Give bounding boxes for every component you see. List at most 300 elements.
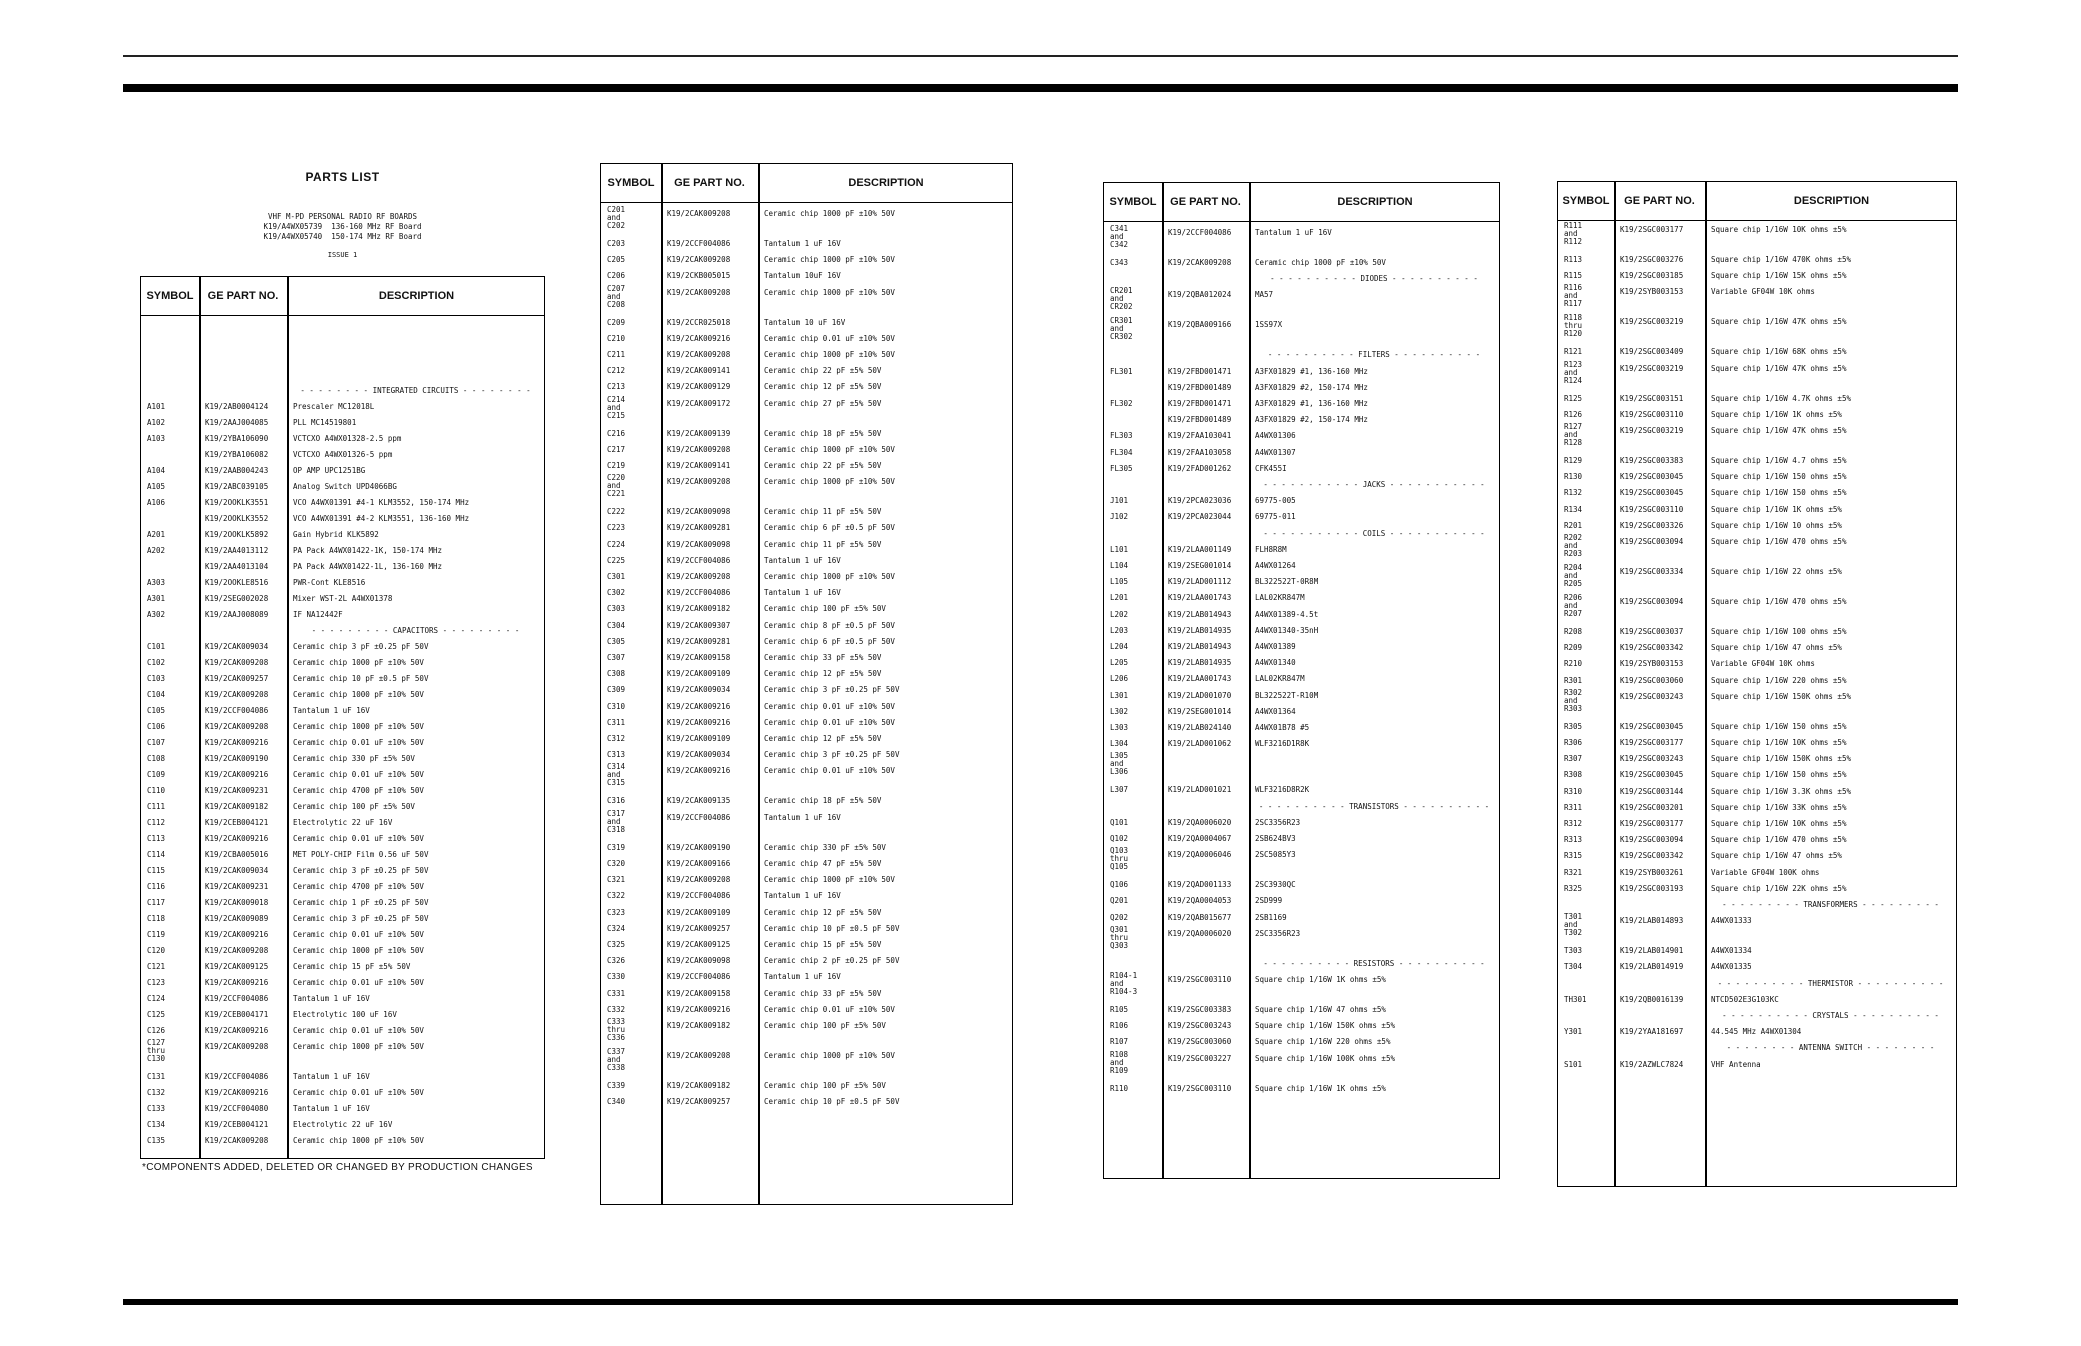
cell-part-no: K19/2CAK009208 xyxy=(667,255,731,265)
cell-part-no: K19/2CAK009208 xyxy=(667,1050,731,1060)
table-row xyxy=(1104,623,1499,639)
cell-part-no: K19/2CAK009208 xyxy=(667,875,731,885)
table-row xyxy=(1104,509,1499,525)
cell-symbol: C131 xyxy=(147,1072,166,1081)
cell-symbol: C124 xyxy=(147,994,166,1003)
header-symbol: SYMBOL xyxy=(607,177,655,189)
cell-part-no: K19/2FAA103058 xyxy=(1168,447,1232,457)
cell-symbol: A303 xyxy=(147,578,166,587)
cell-description: WLF3216D1R8K xyxy=(1255,739,1310,749)
parts-table-4 xyxy=(1557,181,1957,1187)
cell-description: A4WX01334 xyxy=(1711,946,1752,956)
cell-symbol: R118 thru R120 xyxy=(1564,313,1583,339)
table-row xyxy=(141,1085,544,1101)
cell-symbol: Y301 xyxy=(1564,1027,1583,1037)
cell-symbol: T304 xyxy=(1564,962,1583,972)
cell-part-no: K19/2CCF004086 xyxy=(667,239,731,248)
table-row xyxy=(1558,832,1956,848)
table-row xyxy=(601,682,1012,698)
cell-part-no: K19/2SGC003060 xyxy=(1620,675,1684,685)
table-row xyxy=(601,872,1012,888)
cell-part-no: K19/2CAK009158 xyxy=(667,653,731,663)
cell-description: Electrolytic 22 uF 16V xyxy=(293,818,393,827)
cell-part-no: K19/2CAK009216 xyxy=(205,1088,269,1097)
cell-symbol: C343 xyxy=(1110,258,1129,267)
cell-part-no: K19/2CAK009208 xyxy=(667,572,731,582)
cell-symbol: Q101 xyxy=(1110,817,1129,827)
cell-symbol: C225 xyxy=(607,555,626,565)
table-row xyxy=(141,1023,544,1039)
cell-symbol: C337 and C338 xyxy=(607,1046,626,1072)
cell-part-no: K19/2LAB014901 xyxy=(1620,946,1684,956)
cell-symbol: T303 xyxy=(1564,946,1583,956)
cell-symbol: C132 xyxy=(147,1088,166,1097)
cell-description: Ceramic chip 0.01 uF ±10% 50V xyxy=(764,717,895,727)
cell-description: Square chip 1/16W 220 ohms ±5% xyxy=(1255,1037,1391,1047)
cell-part-no: K19/2OOKLK3552 xyxy=(205,514,269,523)
table-row xyxy=(1104,396,1499,412)
table-row xyxy=(141,799,544,815)
table-row xyxy=(141,543,544,559)
table-row xyxy=(1104,877,1499,893)
cell-description: Ceramic chip 11 pF ±5% 50V xyxy=(764,539,882,549)
cell-description: Square chip 1/16W 1K ohms ±5% xyxy=(1711,504,1842,514)
cell-symbol: L301 xyxy=(1110,690,1129,700)
cell-part-no: K19/2CAK009190 xyxy=(667,842,731,852)
cell-description xyxy=(1249,752,1499,782)
parts-table-2 xyxy=(600,163,1013,1205)
cell-symbol: CR201 and CR202 xyxy=(1110,286,1133,312)
cell-description: FLH8R8M xyxy=(1255,544,1287,554)
table-row xyxy=(601,840,1012,856)
cell-part-no: K19/2SGC003037 xyxy=(1620,627,1684,637)
cell-description: Ceramic chip 27 pF ±5% 50V xyxy=(764,398,882,408)
cell-description: Square chip 1/16W 1K ohms ±5% xyxy=(1255,1083,1386,1093)
cell-symbol: C220 and C221 xyxy=(607,473,626,499)
cell-symbol: C222 xyxy=(607,507,626,517)
cell-part-no: K19/2CAK009208 xyxy=(205,946,269,955)
cell-part-no: K19/2SGC003409 xyxy=(1620,347,1684,357)
table-row xyxy=(1558,959,1956,975)
table-row xyxy=(141,575,544,591)
cell-part-no: K19/2SGC003110 xyxy=(1168,1083,1232,1093)
cell-symbol: Q106 xyxy=(1110,880,1129,890)
cell-symbol: C224 xyxy=(607,539,626,549)
cell-symbol: L302 xyxy=(1110,706,1129,716)
cell-description: A4WX01335 xyxy=(1711,962,1752,972)
table-row xyxy=(141,591,544,607)
table-row xyxy=(1558,1057,1956,1073)
bottom-rule xyxy=(123,1299,1958,1305)
header-description: DESCRIPTION xyxy=(378,290,455,302)
cell-description: Square chip 1/16W 100 ohms ±5% xyxy=(1711,627,1847,637)
cell-description: 2SC3930QC xyxy=(1255,880,1296,890)
cell-description: A4WX01340-35nH xyxy=(1255,625,1319,635)
cell-part-no: K19/2QBA009166 xyxy=(1168,320,1232,330)
cell-part-no: K19/2SGC003326 xyxy=(1620,520,1684,530)
cell-part-no: K19/2SGC003342 xyxy=(1620,851,1684,861)
table-row xyxy=(141,719,544,735)
cell-symbol: C216 xyxy=(607,428,626,438)
header-symbol: SYMBOL xyxy=(1562,195,1610,207)
cell-symbol xyxy=(1104,380,1162,396)
cell-symbol: A103 xyxy=(147,434,166,443)
cell-symbol: R125 xyxy=(1564,393,1583,403)
cell-part-no: K19/2CAK009216 xyxy=(205,1026,269,1035)
table-body xyxy=(1558,222,1956,1073)
section-heading: - - - - - - - - INTEGRATED CIRCUITS - - - - - - - - xyxy=(300,386,531,395)
table-row xyxy=(601,236,1012,252)
cell-description: 69775-005 xyxy=(1255,496,1296,506)
section-heading: - - - - - - - - ANTENNA SWITCH - - - - - - - - xyxy=(1726,1043,1935,1053)
cell-symbol: R210 xyxy=(1564,659,1583,669)
table-row xyxy=(1558,252,1956,268)
cell-description: A4WX01389 xyxy=(1255,642,1296,651)
cell-symbol: L105 xyxy=(1110,577,1129,587)
cell-symbol: CR301 and CR302 xyxy=(1110,316,1133,342)
cell-part-no: K19/2CAK009208 xyxy=(205,722,269,731)
section-heading: - - - - - - - - - - CRYSTALS - - - - - - - - - - xyxy=(1722,1011,1939,1021)
cell-symbol: R311 xyxy=(1564,802,1583,812)
table-row xyxy=(1558,640,1956,656)
cell-part-no: K19/2SGC003110 xyxy=(1620,504,1684,514)
cell-part-no: K19/2LAD001021 xyxy=(1168,785,1232,795)
table-row xyxy=(1104,287,1499,317)
cell-part-no: K19/2SGC003219 xyxy=(1620,426,1684,436)
table-row xyxy=(1104,1034,1499,1050)
cell-description: Ceramic chip 1000 pF ±10% 50V xyxy=(764,477,895,487)
cell-description: Ceramic chip 0.01 uF ±10% 50V xyxy=(293,1026,424,1035)
cell-symbol: R208 xyxy=(1564,627,1583,637)
cell-description: Tantalum 1 uF 16V xyxy=(764,555,841,565)
cell-description: Ceramic chip 1000 pF ±10% 50V xyxy=(293,946,424,955)
cell-part-no: K19/2AB0004124 xyxy=(205,402,269,411)
cell-symbol: C307 xyxy=(607,653,626,663)
cell-description: Square chip 1/16W 150 ohms ±5% xyxy=(1711,770,1847,780)
table-row xyxy=(1558,534,1956,564)
cell-part-no: K19/2SGC003094 xyxy=(1620,835,1684,845)
cell-part-no: K19/2FAD001262 xyxy=(1168,463,1232,473)
table-row xyxy=(1104,558,1499,574)
table-row xyxy=(1104,655,1499,671)
cell-description: Ceramic chip 33 pF ±5% 50V xyxy=(764,988,882,998)
table-row xyxy=(601,585,1012,601)
table-body xyxy=(141,349,544,1149)
cell-part-no: K19/2CCF004086 xyxy=(205,994,269,1003)
table-row xyxy=(1558,361,1956,391)
cell-description: Ceramic chip 12 pF ±5% 50V xyxy=(764,382,882,392)
table-row xyxy=(1104,364,1499,380)
cell-symbol: FL303 xyxy=(1110,431,1133,441)
table-row xyxy=(601,331,1012,347)
cell-part-no: K19/2PCA023044 xyxy=(1168,512,1232,522)
table-row xyxy=(1104,574,1499,590)
cell-part-no: K19/2CAK009208 xyxy=(667,444,731,454)
cell-symbol: R315 xyxy=(1564,851,1583,861)
table-row xyxy=(601,379,1012,395)
cell-part-no: K19/2QA0006046 xyxy=(1168,850,1232,860)
cell-description: VHF Antenna xyxy=(1711,1059,1761,1069)
cell-part-no: K19/2QBA012024 xyxy=(1168,290,1232,300)
cell-description: Square chip 1/16W 10K ohms ±5% xyxy=(1711,738,1847,748)
cell-description: 1SS97X xyxy=(1255,320,1283,330)
table-row xyxy=(1558,1024,1956,1040)
cell-description: Tantalum 1 uF 16V xyxy=(293,1104,370,1113)
table-header xyxy=(1558,182,1956,221)
cell-description: Square chip 1/16W 470 ohms ±5% xyxy=(1711,597,1847,607)
cell-part-no: K19/2YAA181697 xyxy=(1620,1027,1684,1037)
cell-symbol: L206 xyxy=(1110,674,1129,684)
table-row xyxy=(1104,782,1499,798)
cell-symbol: C120 xyxy=(147,946,166,955)
cell-description: Ceramic chip 330 pF ±5% 50V xyxy=(764,842,886,852)
cell-description: Ceramic chip 100 pF ±5% 50V xyxy=(293,802,415,811)
cell-symbol: A302 xyxy=(147,610,166,619)
table-row xyxy=(601,285,1012,315)
table-row xyxy=(141,703,544,719)
cell-symbol: C206 xyxy=(607,271,626,281)
cell-description: Ceramic chip 1000 pF ±10% 50V xyxy=(1255,258,1386,267)
cell-part-no: K19/2CAK009216 xyxy=(205,834,269,843)
cell-description: Ceramic chip 0.01 uF ±10% 50V xyxy=(293,930,424,939)
cell-part-no: K19/2CAK009182 xyxy=(667,1020,731,1030)
cell-part-no: K19/2AAB004243 xyxy=(205,466,269,475)
cell-part-no: K19/2CAK009208 xyxy=(667,287,731,297)
cell-symbol: R127 and R128 xyxy=(1564,422,1583,448)
cell-description: Square chip 1/16W 68K ohms ±5% xyxy=(1711,347,1847,357)
cell-part-no: K19/2FBD001471 xyxy=(1168,398,1232,408)
cell-part-no: K19/2CAK009109 xyxy=(667,669,731,679)
cell-symbol: R307 xyxy=(1564,754,1583,764)
cell-symbol: R104-1 and R104-3 xyxy=(1110,971,1138,997)
cell-symbol: R113 xyxy=(1564,255,1583,264)
cell-part-no: K19/2LAD001112 xyxy=(1168,577,1232,587)
parts-table-3 xyxy=(1103,182,1500,1179)
cell-description: Ceramic chip 0.01 uF ±10% 50V xyxy=(293,1088,424,1097)
cell-description: Square chip 1/16W 1K ohms ±5% xyxy=(1711,409,1842,419)
cell-symbol: C118 xyxy=(147,914,166,923)
table-row xyxy=(601,396,1012,426)
table-row xyxy=(1558,751,1956,767)
cell-symbol xyxy=(141,559,199,575)
cell-symbol: C116 xyxy=(147,882,166,891)
cell-description: Square chip 1/16W 47 ohms ±5% xyxy=(1255,1005,1386,1015)
cell-symbol: C223 xyxy=(607,523,626,533)
cell-part-no: K19/2QA0004053 xyxy=(1168,896,1232,906)
cell-part-no: K19/2SGC003110 xyxy=(1620,409,1684,419)
table-row xyxy=(601,666,1012,682)
cell-symbol: R111 and R112 xyxy=(1564,221,1583,246)
cell-symbol: Q102 xyxy=(1110,834,1129,844)
table-row xyxy=(1104,688,1499,704)
table-row xyxy=(141,511,544,527)
table-row xyxy=(601,474,1012,504)
cell-symbol: L205 xyxy=(1110,658,1129,668)
cell-symbol: C331 xyxy=(607,988,626,998)
cell-description: Ceramic chip 100 pF ±5% 50V xyxy=(764,604,886,614)
cell-description: Ceramic chip 1000 pF ±10% 50V xyxy=(764,1050,895,1060)
cell-symbol: C319 xyxy=(607,842,626,852)
cell-symbol: A201 xyxy=(147,530,166,539)
table-row xyxy=(1558,284,1956,314)
cell-part-no: K19/2SEG001014 xyxy=(1168,706,1232,716)
cell-part-no: K19/2CAK009208 xyxy=(667,350,731,360)
cell-symbol: C333 thru C336 xyxy=(607,1016,626,1042)
cell-symbol: R126 xyxy=(1564,409,1583,419)
table-row xyxy=(141,655,544,671)
cell-symbol: C217 xyxy=(607,444,626,454)
cell-symbol: C310 xyxy=(607,701,626,711)
cell-description: 2SC5085Y3 xyxy=(1255,850,1296,860)
cell-symbol: C101 xyxy=(147,642,166,651)
cell-symbol: C302 xyxy=(607,588,626,598)
cell-symbol: C322 xyxy=(607,891,626,901)
table-row xyxy=(1104,461,1499,477)
cell-description: Square chip 1/16W 33K ohms ±5% xyxy=(1711,802,1847,812)
section-heading: - - - - - - - - - CAPACITORS - - - - - - - - - xyxy=(311,626,520,635)
cell-description: Square chip 1/16W 47K ohms ±5% xyxy=(1711,426,1847,436)
cell-symbol: R123 and R124 xyxy=(1564,359,1583,385)
table-row xyxy=(1104,607,1499,623)
table-row xyxy=(141,863,544,879)
cell-symbol: L303 xyxy=(1110,723,1129,733)
cell-description: Square chip 1/16W 470K ohms ±5% xyxy=(1711,255,1851,264)
cell-symbol: R115 xyxy=(1564,271,1583,281)
cell-description: Ceramic chip 0.01 uF ±10% 50V xyxy=(764,701,895,711)
cell-description: Ceramic chip 0.01 uF ±10% 50V xyxy=(293,834,424,843)
cell-description: Square chip 1/16W 150K ohms ±5% xyxy=(1711,691,1851,701)
cell-description: Square chip 1/16W 47K ohms ±5% xyxy=(1711,363,1847,373)
cell-description: Variable GF04W 10K ohms xyxy=(1711,659,1815,669)
cell-symbol: R310 xyxy=(1564,786,1583,796)
cell-symbol: R313 xyxy=(1564,835,1583,845)
cell-symbol: C339 xyxy=(607,1080,626,1090)
cell-part-no: K19/2CAK009307 xyxy=(667,620,731,630)
cell-symbol: C112 xyxy=(147,818,166,827)
table-row xyxy=(601,520,1012,536)
table-row xyxy=(601,1078,1012,1094)
cell-symbol: C111 xyxy=(147,802,166,811)
cell-description: VCO A4WX01391 #4-1 KLM3552, 150-174 MHz xyxy=(293,498,470,507)
cell-symbol: C311 xyxy=(607,717,626,727)
cell-description: Square chip 1/16W 150 ohms ±5% xyxy=(1711,721,1847,731)
cell-description: 2SD999 xyxy=(1255,896,1283,906)
cell-symbol: C210 xyxy=(607,333,626,343)
cell-part-no: K19/2SGC003185 xyxy=(1620,271,1684,281)
table-row xyxy=(601,953,1012,969)
table-row xyxy=(141,879,544,895)
cell-symbol: C212 xyxy=(607,366,626,376)
table-row xyxy=(1558,656,1956,672)
cell-part-no: K19/2CCF004086 xyxy=(205,1072,269,1081)
cell-symbol: C321 xyxy=(607,875,626,885)
cell-part-no: K19/2SGC003193 xyxy=(1620,883,1684,893)
cell-description: Prescaler MC12018L xyxy=(293,402,375,411)
table-row xyxy=(601,1002,1012,1018)
cell-symbol: C108 xyxy=(147,754,166,763)
table-row xyxy=(1104,255,1499,271)
cell-part-no: K19/2CCF004086 xyxy=(667,891,731,901)
cell-part-no: K19/2CAK009098 xyxy=(667,956,731,966)
cell-symbol: R134 xyxy=(1564,504,1583,514)
cell-description: Ceramic chip 3 pF ±0.25 pF 50V xyxy=(293,914,429,923)
table-row xyxy=(1558,848,1956,864)
cell-symbol: C209 xyxy=(607,317,626,327)
cell-part-no: K19/2CAK009208 xyxy=(667,209,731,218)
cell-description: Ceramic chip 47 pF ±5% 50V xyxy=(764,858,882,868)
cell-symbol: C320 xyxy=(607,858,626,868)
table-header xyxy=(601,164,1012,203)
cell-description: Ceramic chip 330 pF ±5% 50V xyxy=(293,754,415,763)
cell-symbol: A106 xyxy=(147,498,166,507)
table-row xyxy=(1558,485,1956,501)
cell-description: Tantalum 1 uF 16V xyxy=(764,239,841,248)
table-spacer xyxy=(141,349,544,383)
header-symbol: SYMBOL xyxy=(146,290,194,302)
cell-symbol: C304 xyxy=(607,620,626,630)
cell-part-no: K19/2QA0006020 xyxy=(1168,928,1232,938)
table-row xyxy=(1104,815,1499,831)
cell-part-no: K19/2OOKLE8516 xyxy=(205,578,269,587)
table-row xyxy=(1558,735,1956,751)
cell-part-no: K19/2CAK009216 xyxy=(667,333,731,343)
cell-description: Square chip 1/16W 150K ohms ±5% xyxy=(1711,754,1851,764)
cell-part-no: K19/2SGC003219 xyxy=(1620,317,1684,327)
cell-part-no: K19/2PCA023036 xyxy=(1168,496,1232,506)
cell-part-no: K19/2CAK009034 xyxy=(205,642,269,651)
cell-description: Ceramic chip 1000 pF ±10% 50V xyxy=(764,875,895,885)
cell-part-no: K19/2CAK009109 xyxy=(667,734,731,744)
cell-description: 2SB1169 xyxy=(1255,912,1287,922)
cell-symbol: C113 xyxy=(147,834,166,843)
table-row xyxy=(601,715,1012,731)
table-row xyxy=(1104,428,1499,444)
table-row xyxy=(1558,453,1956,469)
cell-symbol: L201 xyxy=(1110,593,1129,603)
cell-description: Ceramic chip 6 pF ±0.5 pF 50V xyxy=(764,523,895,533)
cell-description: Tantalum 1 uF 16V xyxy=(764,891,841,901)
cell-part-no: K19/2SGC003383 xyxy=(1620,456,1684,466)
cell-description: Ceramic chip 0.01 uF ±10% 50V xyxy=(764,1004,895,1014)
cell-symbol: R306 xyxy=(1564,738,1583,748)
cell-symbol: C123 xyxy=(147,978,166,987)
cell-description: Ceramic chip 4700 pF ±10% 50V xyxy=(293,786,424,795)
table-row xyxy=(1104,1051,1499,1081)
table-row xyxy=(601,618,1012,634)
cell-symbol: Q103 thru Q105 xyxy=(1110,846,1129,872)
cell-part-no: K19/2SGC003060 xyxy=(1168,1037,1232,1047)
cell-symbol: C102 xyxy=(147,658,166,667)
parts-table-1 xyxy=(140,276,545,1159)
cell-description: Square chip 1/16W 150K ohms ±5% xyxy=(1255,1021,1395,1031)
cell-description: Square chip 1/16W 470 ohms ±5% xyxy=(1711,835,1847,845)
cell-symbol: A301 xyxy=(147,594,166,603)
cell-symbol: L304 xyxy=(1110,739,1129,749)
cell-part-no: K19/2FBD001489 xyxy=(1168,382,1232,392)
table-row xyxy=(1104,380,1499,396)
cell-description: Ceramic chip 2 pF ±0.25 pF 50V xyxy=(764,956,900,966)
footnote: *COMPONENTS ADDED, DELETED OR CHANGED BY PRODUCTION CHANGES xyxy=(142,1162,533,1173)
cell-description: Electrolytic 22 uF 16V xyxy=(293,1120,393,1129)
table-row xyxy=(1558,344,1956,360)
table-row xyxy=(1104,445,1499,461)
parts-list-heading xyxy=(140,170,545,260)
cell-description: MA57 xyxy=(1255,290,1274,300)
table-row xyxy=(141,847,544,863)
table-row xyxy=(141,399,544,415)
cell-description: Square chip 1/16W 100K ohms ±5% xyxy=(1255,1053,1395,1063)
table-row xyxy=(601,731,1012,747)
